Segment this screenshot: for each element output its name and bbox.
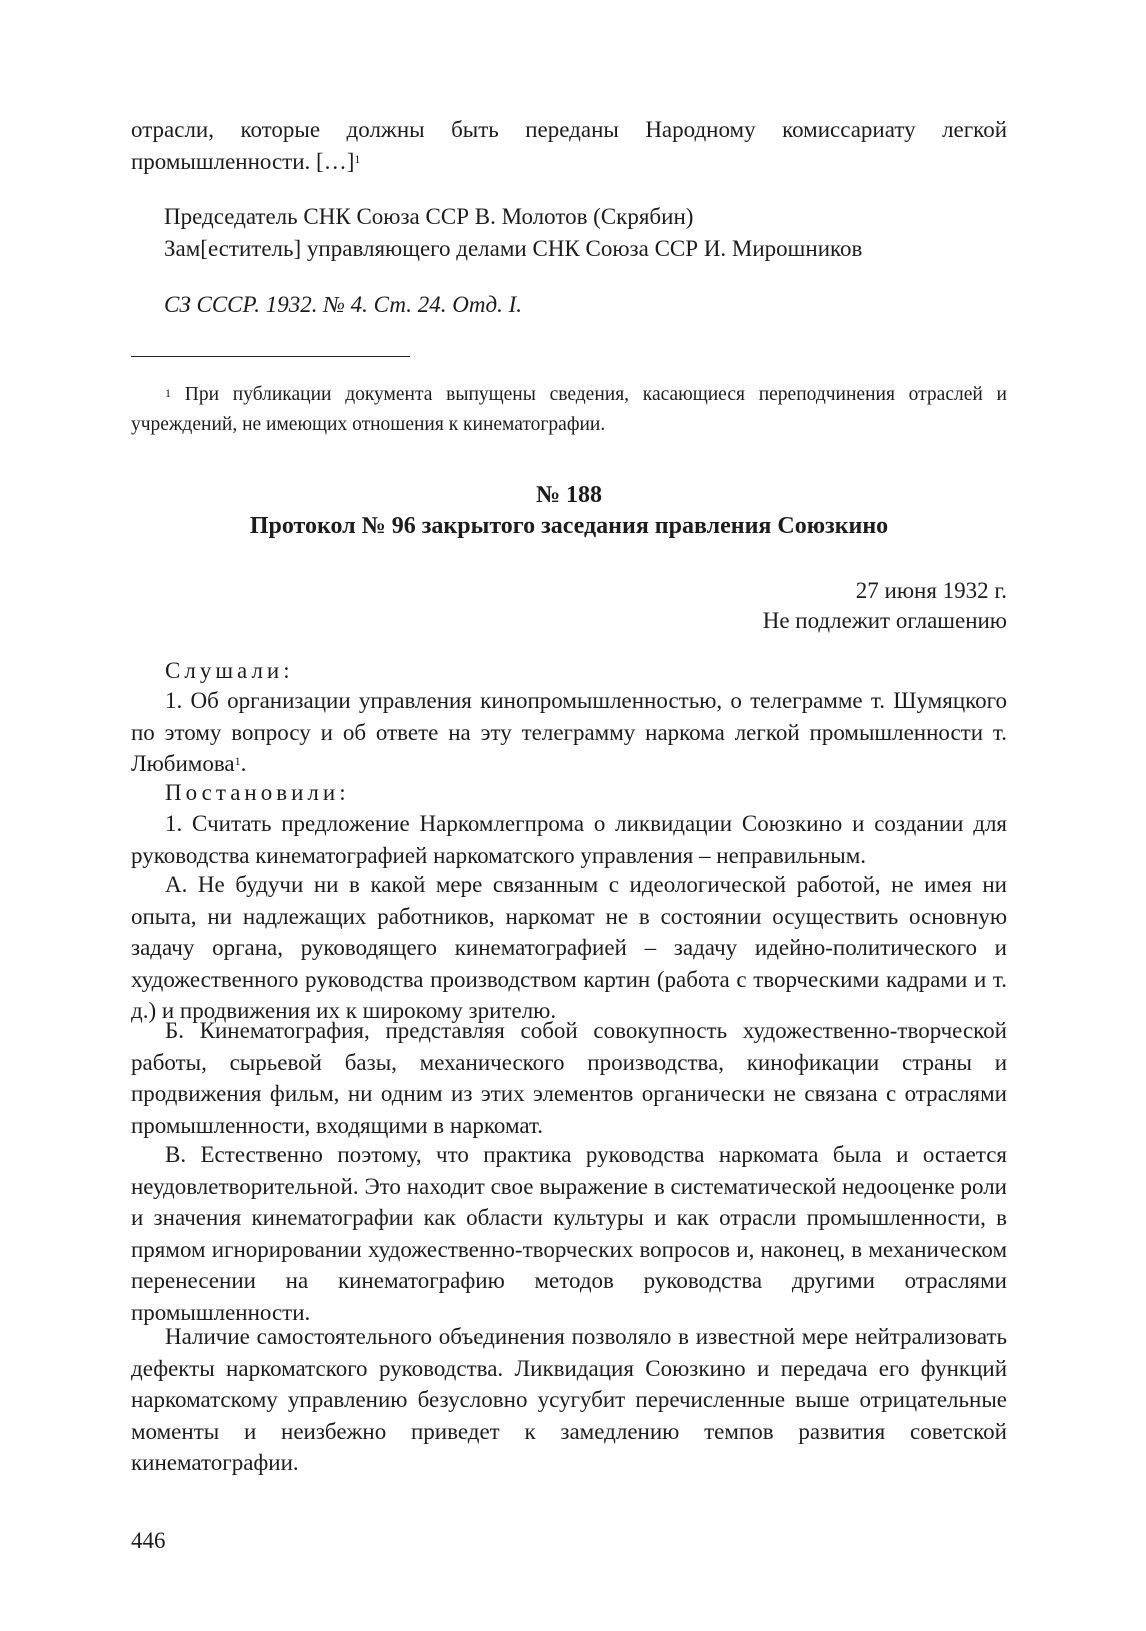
footnote-divider	[131, 356, 410, 357]
continuation-paragraph	[131, 114, 1007, 177]
heard-item	[131, 685, 1007, 780]
resolution-conclusion: Наличие самостоятельного объединения позволяло в известной мере нейтрализовать дефекты наркоматского руководства. Ликвидация Союзкино и передача его функций наркоматскому управлению безусловно усугубит перечисленные выше отрицательные моменты и неизбежно приведет к замедлению темпов развития советской кинематографии.	[131, 1324, 1007, 1475]
resolution-point-a: А. Не будучи ни в какой мере связанным с идеологической работой, не имея ни опыта, ни надлежащих работников, наркомат не в состоянии осуществить основную задачу органа, руководящего кинематографией – задачу идейно-политического и художественного руководства производством картин (работа с творческими кадрами и т. д.) и продвижения их к широкому зрителю.	[131, 872, 1007, 1023]
continuation-text: отрасли, которые должны быть переданы Народному комиссариату легкой промышленности. […]	[131, 117, 1007, 174]
resolution-point-1: 1. Считать предложение Наркомлегпрома о ликвидации Союзкино и создании для руководства кинематографией наркоматского управления – неправильным.	[131, 811, 1007, 868]
signature-deputy: Зам[еститель] управляющего делами СНК Союза ССР И. Мирошников	[164, 236, 863, 261]
footnote-ref: 1	[354, 151, 361, 166]
document-title: Протокол № 96 закрытого заседания правления Союзкино	[249, 513, 889, 539]
resolved-label: Постановили:	[165, 780, 350, 805]
footnote-text: При публикации документа выпущены сведения, касающиеся переподчинения отраслей и учреждений, не имеющих отношения к кинематографии.	[131, 384, 1007, 435]
resolution-point-v: В. Естественно поэтому, что практика руководства наркомата была и остается неудовлетворительной. Это находит свое выражение в систематической недооценке роли и значения кинематографии как области культуры и как отрасли промышленности, в прямом игнорировании художественно-творческих вопросов и, наконец, в механическом перенесении на кинематографию методов руководства другими отраслями промышленности.	[131, 1142, 1007, 1325]
resolution-point-b: Б. Кинематография, представляя собой совокупность художественно-творческой работы, сырьевой базы, механического производства, кинофикации страны и продвижения фильм, ни одним из этих элементов органически не связана с отраслями промышленности, входящими в наркомат.	[131, 1018, 1007, 1138]
footnote-number: 1	[165, 386, 171, 400]
heard-footnote-ref: 1	[234, 754, 241, 768]
signature-chairman: Председатель СНК Союза ССР В. Молотов (Скрябин)	[164, 204, 694, 229]
heard-item-text: 1. Об организации управления кинопромышленностью, о телеграмме т. Шумяцкого по этому вопросу и об ответе на эту телеграмму наркома легкой промышленности т. Любимова	[131, 688, 1007, 776]
page-number: 446	[131, 1528, 166, 1553]
heard-item-end: .	[240, 751, 247, 776]
document-number: № 188	[535, 482, 603, 508]
document-classification: Не подлежит оглашению	[762, 608, 1007, 633]
document-date: 27 июня 1932 г.	[855, 578, 1007, 603]
source-citation: СЗ СССР. 1932. № 4. Ст. 24. Отд. I.	[164, 292, 523, 317]
heard-label: Слушали:	[165, 658, 294, 683]
footnote	[131, 380, 1007, 440]
